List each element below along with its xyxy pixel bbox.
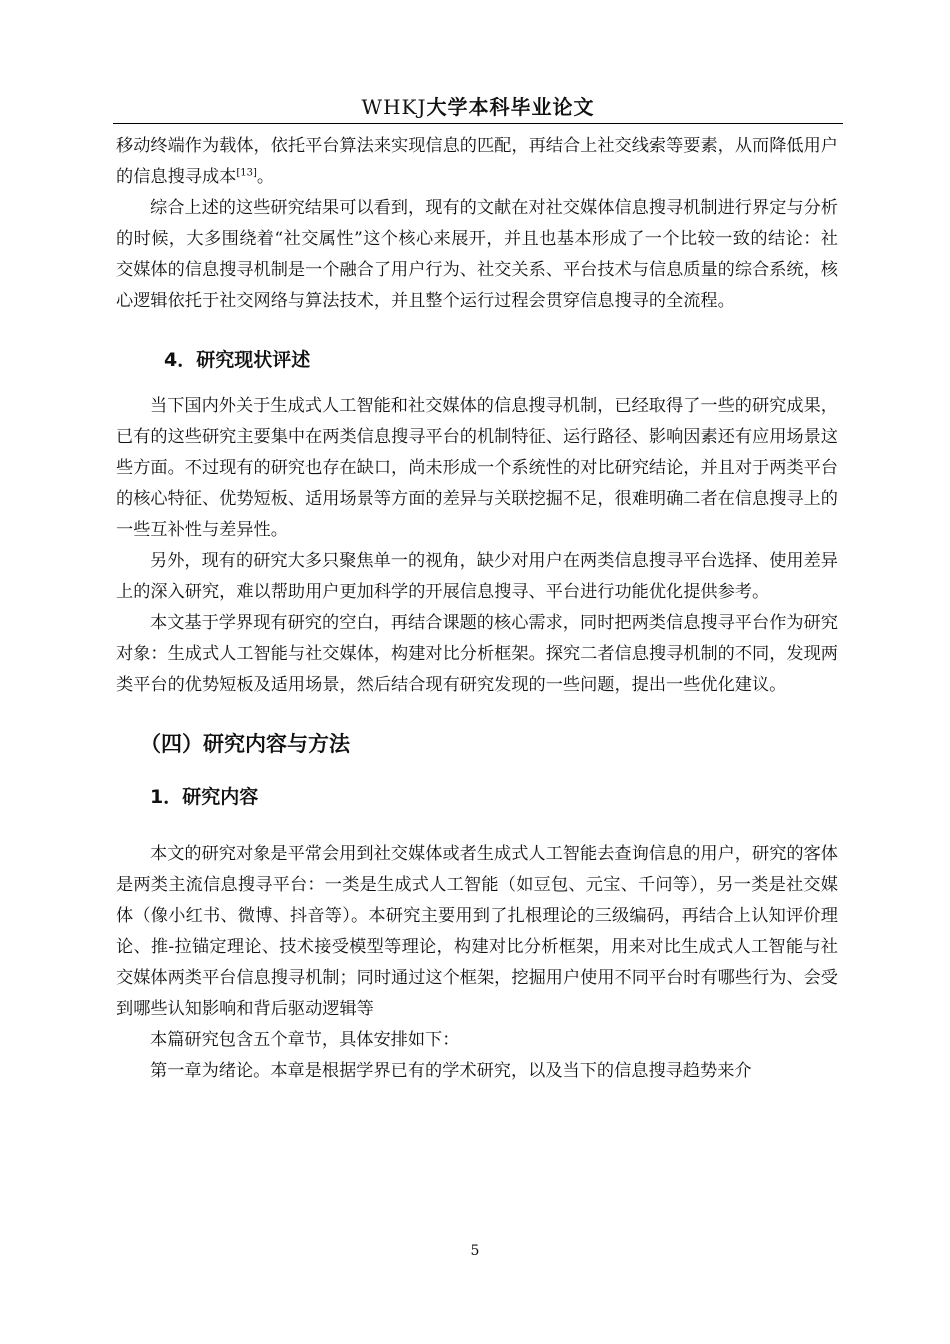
citation-ref: [13] — [236, 167, 257, 179]
paragraph: 另外，现有的研究大多只聚焦单一的视角，缺少对用户在两类信息搜寻平台选择、使用差异上的深入研究，难以帮助用户更加科学的开展信息搜寻、平台进行功能优化提供参考。 — [116, 551, 838, 602]
paragraph: 当下国内外关于生成式人工智能和社交媒体的信息搜寻机制，已经取得了一些的研究成果，已有的这些研究主要集中在两类信息搜寻平台的机制特征、运行路径、影响因素还有应用场景这些方面。不过现有的研究也存在缺口，尚未形成一个系统性的对比研究结论，并且对于两类平台的核心特征、优势短板、适用场景等方面的差异与关联挖掘不足，很难明确二者在信息搜寻上的一些互补性与差异性。 — [116, 396, 838, 540]
page-header — [113, 93, 843, 121]
paragraph: 综合上述的这些研究结果可以看到，现有的文献在对社交媒体信息搜寻机制进行界定与分析的时候，大多围绕着“社交属性”这个核心来展开，并且也基本形成了一个比较一致的结论：社交媒体的信息搜寻机制是一个融合了用户行为、社交关系、平台技术与信息质量的综合系统，核心逻辑依托于社交网络与算法技术，并且整个运行过程会贯穿信息搜寻的全流程。 — [116, 198, 838, 311]
paragraph-text: 移动终端作为载体，依托平台算法来实现信息的匹配，再结合上社交线索等要素，从而降低用户的信息搜寻成本 — [116, 136, 838, 187]
section-heading: 4．研究现状评述 — [164, 349, 311, 371]
paragraph-end: 。 — [256, 167, 275, 187]
paragraph: 本文基于学界现有研究的空白，再结合课题的核心需求，同时把两类信息搜寻平台作为研究对象：生成式人工智能与社交媒体，构建对比分析框架。探究二者信息搜寻机制的不同，发现两类平台的优势短板及适用场景，然后结合现有研究发现的一些问题，提出一些优化建议。 — [116, 613, 838, 695]
paragraph-continued — [116, 131, 838, 193]
subsection-heading: 1．研究内容 — [150, 786, 259, 808]
paragraph: 本篇研究包含五个章节，具体安排如下： — [150, 1030, 460, 1050]
page-number: 5 — [470, 1243, 480, 1259]
paragraph: 本文的研究对象是平常会用到社交媒体或者生成式人工智能去查询信息的用户，研究的客体是两类主流信息搜寻平台：一类是生成式人工智能（如豆包、元宝、千问等），另一类是社交媒体（像小红书、微博、抖音等）。本研究主要用到了扎根理论的三级编码，再结合上认知评价理论、推-拉锚定理论、技术接受模型等理论，构建对比分析框架，用来对比生成式人工智能与社交媒体两类平台信息搜寻机制；同时通过这个框架，挖掘用户使用不同平台时有哪些行为、会受到哪些认知影响和背后驱动逻辑等 — [116, 844, 838, 1019]
header-prefix: WHKJ — [361, 95, 427, 119]
paragraph: 第一章为绪论。本章是根据学界已有的学术研究，以及当下的信息搜寻趋势来介 — [150, 1061, 752, 1081]
page-body — [116, 131, 838, 1087]
header-title: 大学本科毕业论文 — [426, 95, 595, 119]
chapter-heading: （四）研究内容与方法 — [140, 732, 350, 756]
header-rule — [113, 123, 843, 124]
